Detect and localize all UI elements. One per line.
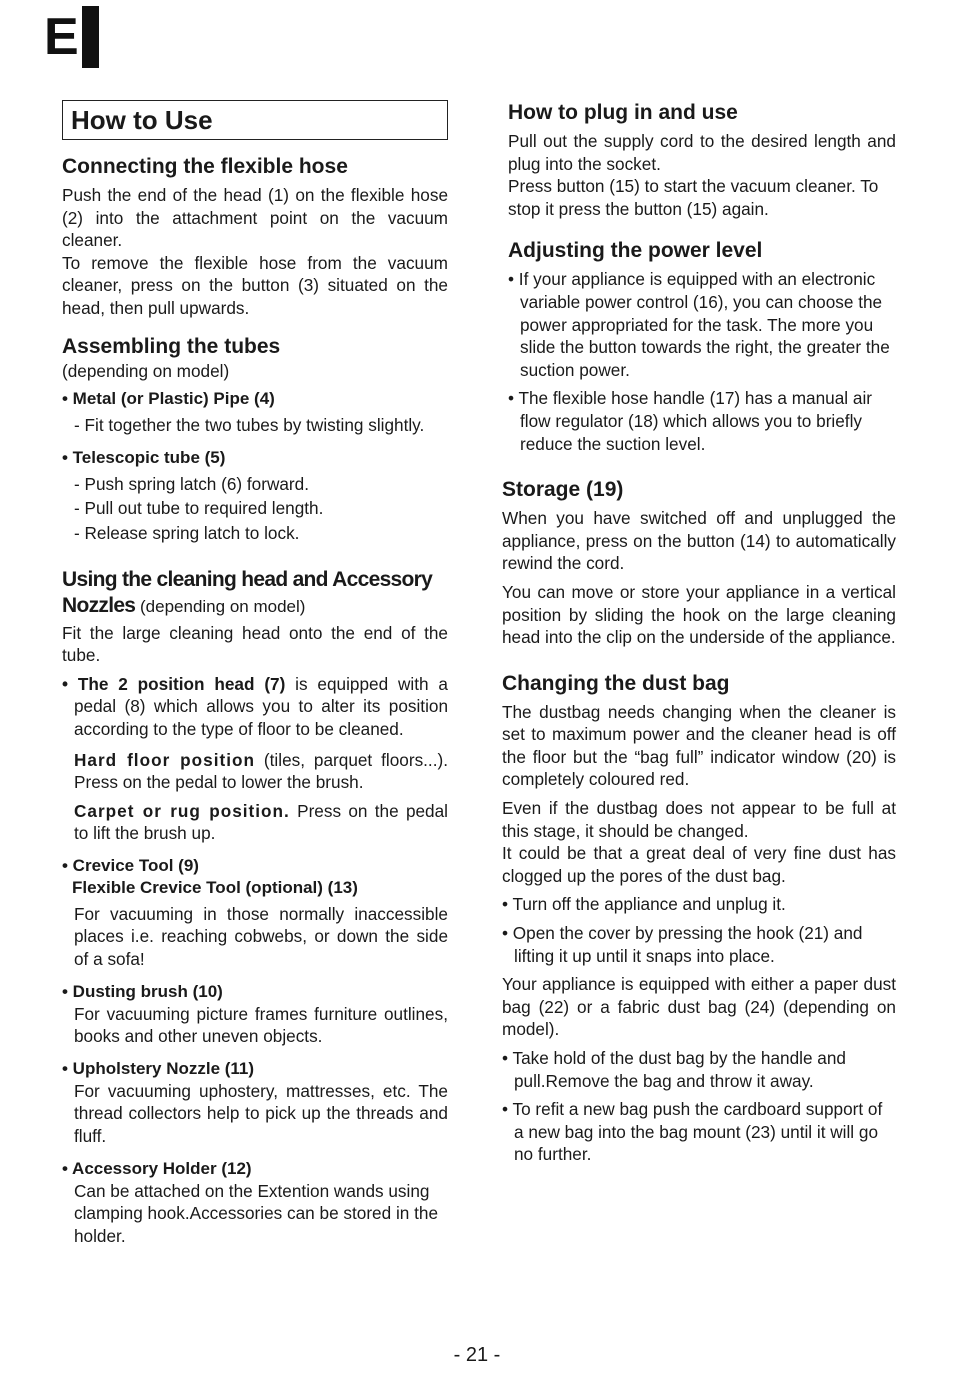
crevice-tool-heading: • Crevice Tool (9) [62,855,199,875]
two-position-head-label: • The 2 position head (7) [62,673,286,694]
upholstery-nozzle-text: For vacuuming uphostery, mattresses, etc. The thread collectors help to pick up the threads and fluff. [74,1080,448,1147]
crevice-text: For vacuuming in those normally inaccessible places i.e. reaching cobwebs, or down the side of a sofa! [74,903,448,970]
cleaning-head-heading-a: Using the cleaning head and Accessory [62,567,433,591]
storage-text-1: When you have switched off and unplugged the appliance, press on the button (14) to automatically rewind the cord. [502,508,896,574]
carpet-body: Press on the pedal to lift the brush up. [74,800,448,844]
plug-text-1: Pull out the supply cord to the desired length and plug into the socket. [508,131,896,174]
metal-pipe-heading: • Metal (or Plastic) Pipe (4) [62,389,275,409]
upholstery-nozzle-heading: • Upholstery Nozzle (11) [62,1058,255,1078]
tubes-note: (depending on model) [62,360,230,381]
two-position-head-text [62,673,448,741]
dust-bag-bullet-3: • Take hold of the dust bag by the handle and pull.Remove the bag and throw it away. [502,1048,846,1091]
cleaning-head-heading [62,567,448,620]
dust-bag-bullet-1: • Turn off the appliance and unplug it. [502,894,786,915]
page-title: How to Use [62,100,448,140]
tele-line: - Pull out tube to required length. [74,498,324,519]
page-number: - 21 - [453,1344,501,1366]
tele-line: - Release spring latch to lock. [74,522,300,543]
storage-heading: Storage (19) [502,478,624,502]
dusting-brush-heading: • Dusting brush (10) [62,981,223,1001]
telescopic-tube-heading: • Telescopic tube (5) [62,447,226,467]
power-heading: Adjusting the power level [508,239,763,263]
hard-floor-body: (tiles, parquet floors...). Press on the pedal to lower the brush. [74,749,448,793]
tubes-heading: Assembling the tubes [62,334,281,358]
carpet-text [62,800,448,845]
dust-bag-text-1: The dustbag needs changing when the cleaner is set to maximum power and the cleaner head is off the floor but the “bag full” indicator window (20) is completely coloured red. [502,701,896,790]
cleaning-head-text: Fit the large cleaning head onto the end of the tube. [62,622,448,666]
language-letter: E [44,8,79,66]
right-column [502,96,896,1172]
carpet-label: Carpet or rug position. [74,800,290,821]
cleaning-head-note: (depending on model) [135,596,306,616]
dusting-brush-text: For vacuuming picture frames furniture outlines, books and other uneven objects. [74,1003,448,1047]
hose-text-2: To remove the flexible hose from the vacuum cleaner, press on the button (3) situated on the head, then pull upwards. [62,252,448,318]
plug-heading: How to plug in and use [508,101,738,124]
dust-bag-text-4: Your appliance is equipped with either a paper dust bag (22) or a fabric dust bag (24) (depending on model). [502,974,896,1040]
dust-bag-bullet-2: • Open the cover by pressing the hook (21) and lifting it up until it snaps into place. [502,923,863,966]
hose-heading: Connecting the flexible hose [62,155,348,178]
dust-bag-bullet-4: • To refit a new bag push the cardboard support of a new bag into the bag mount (23) until it will go no further. [502,1099,883,1165]
accessory-holder-text: Can be attached on the Extention wands using clamping hook.Accessories can be stored in the holder. [74,1180,439,1246]
left-column [62,100,448,1253]
storage-text-2: You can move or store your appliance in a vertical position by sliding the hook on the large cleaning head into the clip on the underside of the appliance. [502,581,896,648]
hose-text-1: Push the end of the head (1) on the flexible hose (2) into the attachment point on the vacuum cleaner. [62,185,448,251]
metal-pipe-text: - Fit together the two tubes by twisting slightly. [74,415,425,436]
plug-text-2: Press button (15) to start the vacuum cleaner. To stop it press the button (15) again. [508,176,879,219]
two-position-head-body: is equipped with a pedal (8) which allows you to alter its position according to the type of floor to be cleaned. [74,673,448,739]
power-bullet-2: • The flexible hose handle (17) has a manual air flow regulator (18) which allows you to briefly reduce the suction level. [508,388,872,454]
tele-line: - Push spring latch (6) forward. [74,473,309,494]
dust-bag-text-3: It could be that a great deal of very fine dust has clogged up the pores of the dust bag. [502,843,896,886]
cleaning-head-heading-b: Nozzles [62,593,136,617]
hard-floor-label: Hard floor position [74,749,256,770]
language-bar [82,6,99,68]
accessory-holder-heading: • Accessory Holder (12) [62,1158,252,1178]
hard-floor-text [62,749,448,794]
flexible-crevice-heading: Flexible Crevice Tool (optional) (13) [72,877,358,897]
dust-bag-heading: Changing the dust bag [502,671,730,695]
power-bullet-1: • If your appliance is equipped with an electronic variable power control (16), you can choose the power appropriated for the task. The more you slide the button towards the right, the greater the suction power. [508,269,890,380]
dust-bag-text-2: Even if the dustbag does not appear to be full at this stage, it should be changed. [502,798,896,841]
